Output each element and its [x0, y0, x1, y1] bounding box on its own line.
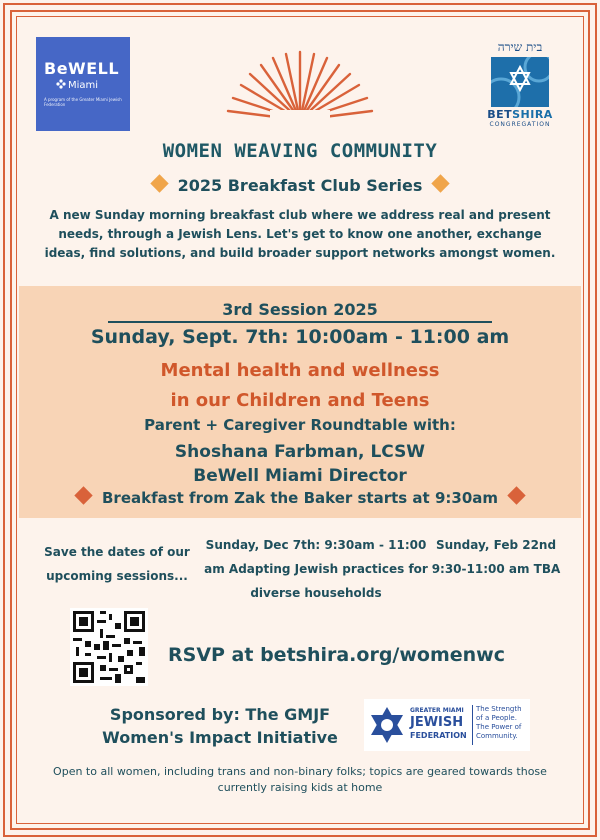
federation-star-icon — [368, 705, 406, 745]
series-text: 2025 Breakfast Club Series — [177, 176, 423, 195]
intro-paragraph: A new Sunday morning breakfast club where we address real and present needs, through a Jewish Lens. Let's get to know one another, exchange ideas, find solutions, and build broader support networks amongst women. — [44, 208, 556, 260]
bewell-logo-city-text: Miami — [68, 80, 99, 91]
bewell-logo-fine-print: A program of the Greater Miami Jewish Federation — [44, 97, 122, 107]
gmjf-divider — [472, 705, 473, 745]
bewell-miami-logo — [36, 37, 130, 131]
speaker — [0, 440, 600, 488]
rsvp-link[interactable]: RSVP at betshira.org/womenwc — [168, 644, 505, 666]
bewell-logo-well: WELL — [68, 59, 120, 78]
bet-shira-logo — [472, 40, 568, 132]
speaker-title: BeWell Miami Director — [193, 466, 407, 486]
gmjf-logo — [364, 699, 530, 751]
sponsor-text: Sponsored by: The GMJF Women's Impact Initiative — [102, 705, 338, 747]
star-of-david-icon — [491, 57, 549, 107]
speaker-name: Shoshana Farbman, LCSW — [174, 442, 426, 462]
gmjf-tagline: The Strength of a People. The Power of Community. — [476, 705, 522, 740]
topic-line-2: in our Children and Teens — [170, 390, 430, 411]
save-the-dates: Save the dates of our upcoming sessions... — [44, 545, 190, 583]
bet-shira-hebrew: בית שירה — [497, 40, 543, 54]
bet-shira-bet: BET — [487, 108, 513, 121]
upcoming-session-dec: Sunday, Dec 7th: 9:30am - 11:00 am Adapting Jewish practices for diverse households — [204, 538, 428, 600]
bet-shira-shira: SHIRA — [512, 108, 553, 121]
page-title: WOMEN WEAVING COMMUNITY — [162, 140, 438, 162]
bet-shira-congregation: CONGREGATION — [489, 121, 551, 128]
diamond-icon — [150, 174, 168, 192]
diamond-icon — [432, 174, 450, 192]
gmjf-line3: FEDERATION — [410, 731, 467, 740]
breakfast-note — [0, 489, 600, 507]
gmjf-line2: JEWISH — [410, 715, 464, 730]
diamond-icon — [507, 486, 525, 504]
diamond-icon — [74, 486, 92, 504]
session-underline — [108, 321, 492, 323]
sunburst-icon — [220, 48, 380, 126]
gmjf-name — [410, 705, 467, 741]
session-label: 3rd Session 2025 — [222, 300, 378, 319]
topic-line-1: Mental health and wellness — [160, 360, 440, 381]
roundtable-label: Parent + Caregiver Roundtable with: — [144, 416, 456, 434]
footer-note: Open to all women, including trans and non-binary folks; topics are geared towards those currently raising kids at home — [53, 765, 547, 794]
session-topic — [0, 356, 600, 416]
bewell-logo-city — [68, 79, 130, 91]
breakfast-text: Breakfast from Zak the Baker starts at 9:30am — [101, 489, 499, 507]
bewell-flower-icon — [56, 79, 66, 89]
bet-shira-title — [472, 108, 568, 121]
gmjf-line1: GREATER MIAMI — [410, 707, 464, 714]
qr-code[interactable] — [70, 608, 148, 686]
bewell-logo-name — [44, 59, 130, 78]
series-title — [0, 176, 600, 195]
session-datetime: Sunday, Sept. 7th: 10:00am - 11:00 am — [90, 326, 510, 348]
upcoming-session-feb: Sunday, Feb 22nd 9:30-11:00 am TBA — [431, 538, 561, 576]
bewell-logo-be: Be — [44, 59, 69, 78]
